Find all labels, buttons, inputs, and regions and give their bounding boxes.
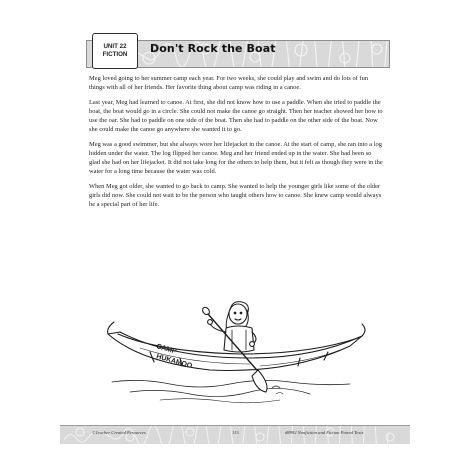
footer-swirl-pattern — [60, 426, 410, 444]
footer-page-number: 113 — [232, 430, 239, 435]
footer-book-title: #8992 Nonfiction and Fiction Paired Texts — [285, 430, 364, 435]
page-title: Don't Rock the Boat — [150, 42, 276, 55]
canoe-label-camp: CAMP — [155, 343, 178, 356]
paragraph: When Meg got older, she wanted to go back to camp. She wanted to help the younger girls like some of the older girls did now. She could not wait to be the person who taught others how to canoe. She knew camp would always be a special part of her life. — [89, 182, 382, 208]
paragraph: Meg was a good swimmer, but she always wore her lifejacket in the canoe. At the start of camp, she ran into a log hidden under the water. The log flipped her canoe. Meg and her friend ended up in the water. She had been so glad she had on her lifejacket. It did not take long for the others to help them, but it felt as though they were in the water for a long time because the water was cold. — [89, 141, 383, 175]
canoe-illustration — [100, 300, 380, 410]
paragraph: Meg loved going to her summer camp each year. For two weeks, she could play and swim and do lots of fun things with all of her friends. Her favorite thing about camp was riding in a canoe. — [89, 75, 369, 91]
unit-genre: FICTION — [102, 51, 128, 58]
unit-badge — [92, 33, 138, 69]
unit-number: UNIT 22 — [103, 43, 127, 50]
story-text — [89, 75, 383, 216]
footer-copyright: ©Teacher Created Resources — [92, 430, 146, 435]
canoe-label-name: HUKAMOO — [155, 353, 193, 371]
paragraph: Last year, Meg had learned to canoe. At first, she did not know how to use a paddle. When she tried to paddle the boat, the boat would go in a circle. She could not make the canoe go straight. Then her teacher showed her how to use the oar. She had to paddle on one side of the boat. Then she had to paddle on the other side of the boat. Now she could make the canoe go anywhere she wanted it to go. — [89, 99, 383, 133]
